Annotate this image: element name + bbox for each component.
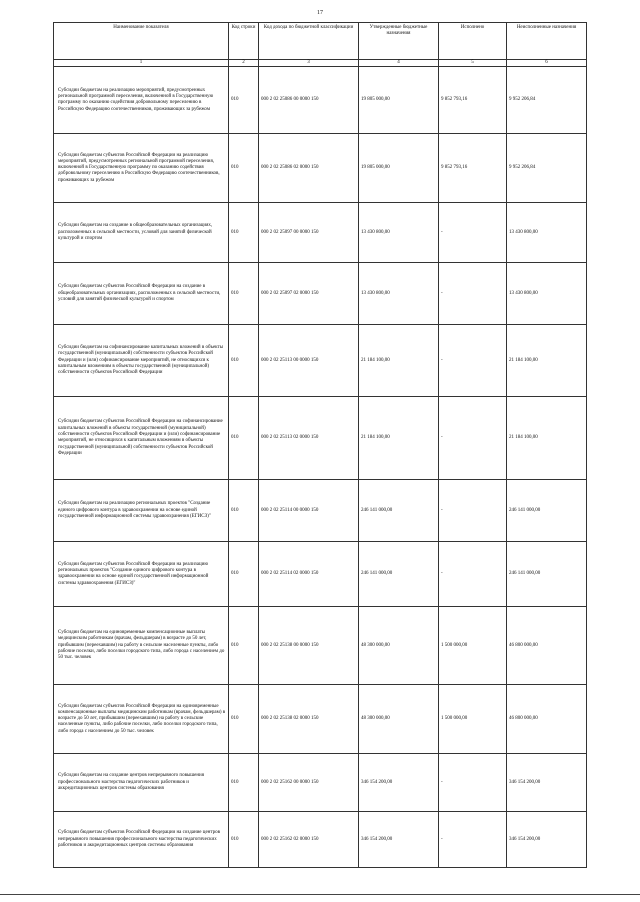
indicator-name: Субсидии бюджетам субъектов Российской Федерации на софинансирование капитальных вложений в объекты государственной (муниципальной) собственности субъектов Российской Федерации и (или) софинансирование мероприятий, не относящихся к капитальным вложениям в объекты государственной (муниципальной) собственности субъектов Российской Федерации — [54, 397, 229, 480]
unexecuted-amount: 246 141 000,00 — [507, 542, 587, 607]
unexecuted-amount: 346 154 200,00 — [507, 754, 587, 812]
approved-amount: 246 141 000,00 — [359, 542, 439, 607]
unexecuted-amount: 13 430 800,00 — [507, 263, 587, 325]
column-header-unexecuted: Неисполненные назначения — [507, 23, 587, 60]
unexecuted-amount: 13 430 800,00 — [507, 203, 587, 263]
approved-amount: 346 154 200,00 — [359, 754, 439, 812]
table-row — [54, 263, 587, 325]
table-header-row — [54, 23, 587, 60]
income-code: 000 2 02 25114 02 0000 150 — [259, 542, 359, 607]
approved-amount: 346 154 200,00 — [359, 812, 439, 868]
table-row — [54, 134, 587, 203]
unexecuted-amount: 46 800 000,00 — [507, 685, 587, 754]
column-number-row — [54, 60, 587, 67]
line-code: 010 — [229, 812, 259, 868]
executed-amount: - — [439, 397, 507, 480]
table-row — [54, 607, 587, 685]
executed-amount: - — [439, 263, 507, 325]
indicator-name: Субсидии бюджетам на создание в общеобразовательных организациях, расположенных в сельской местности, условий для занятий физической культурой и спортом — [54, 203, 229, 263]
unexecuted-amount: 9 952 206,84 — [507, 67, 587, 134]
column-number: 3 — [259, 60, 359, 67]
executed-amount: - — [439, 542, 507, 607]
income-code: 000 2 02 25097 02 0000 150 — [259, 263, 359, 325]
executed-amount: 1 500 000,00 — [439, 607, 507, 685]
approved-amount: 19 805 000,00 — [359, 67, 439, 134]
executed-amount: 9 852 793,16 — [439, 134, 507, 203]
income-code: 000 2 02 25162 00 0000 150 — [259, 754, 359, 812]
income-code: 000 2 02 25113 02 0000 150 — [259, 397, 359, 480]
indicator-name: Субсидии бюджетам субъектов Российской Федерации на создание центров непрерывного повышения профессионального мастерства педагогических работников и аккредитационных центров системы образования — [54, 812, 229, 868]
column-number: 5 — [439, 60, 507, 67]
executed-amount: 9 852 793,16 — [439, 67, 507, 134]
indicator-name: Субсидии бюджетам субъектов Российской Федерации на создание в общеобразовательных организациях, расположенных в сельской местности, условий для занятий физической культурой и спортом — [54, 263, 229, 325]
income-code: 000 2 02 25138 00 0000 150 — [259, 607, 359, 685]
unexecuted-amount: 46 800 000,00 — [507, 607, 587, 685]
approved-amount: 48 300 000,00 — [359, 685, 439, 754]
page-bottom-rule — [0, 894, 640, 895]
approved-amount: 21 184 100,00 — [359, 397, 439, 480]
income-code: 000 2 02 25086 02 0000 150 — [259, 134, 359, 203]
table-row — [54, 754, 587, 812]
executed-amount: 1 500 000,00 — [439, 685, 507, 754]
line-code: 010 — [229, 203, 259, 263]
indicator-name: Субсидии бюджетам субъектов Российской Федерации на реализацию мероприятий, предусмотренных региональной программой переселения, включенной в Государственную программу по оказанию содействия добровольному переселению в Российскую Федерацию соотечественников, проживающих за рубежом — [54, 134, 229, 203]
approved-amount: 246 141 000,00 — [359, 480, 439, 542]
approved-amount: 13 430 800,00 — [359, 263, 439, 325]
column-header-approved: Утвержденные бюджетные назначения — [359, 23, 439, 60]
indicator-name: Субсидии бюджетам субъектов Российской Федерации на реализацию региональных проектов "Создание единого цифрового контура в здравоохранении на основе единой государственной информационной системы здравоохранения (ЕГИСЗ)" — [54, 542, 229, 607]
column-number: 6 — [507, 60, 587, 67]
line-code: 010 — [229, 325, 259, 397]
income-code: 000 2 02 25162 02 0000 150 — [259, 812, 359, 868]
income-code: 000 2 02 25114 00 0000 150 — [259, 480, 359, 542]
column-number: 1 — [54, 60, 229, 67]
page-number: 17 — [317, 10, 323, 16]
income-code: 000 2 02 25138 02 0000 150 — [259, 685, 359, 754]
line-code: 010 — [229, 397, 259, 480]
unexecuted-amount: 246 141 000,00 — [507, 480, 587, 542]
executed-amount: - — [439, 754, 507, 812]
unexecuted-amount: 21 184 100,00 — [507, 397, 587, 480]
column-number: 2 — [229, 60, 259, 67]
table-row — [54, 203, 587, 263]
column-header-executed: Исполнено — [439, 23, 507, 60]
column-header-line-code: Код строки — [229, 23, 259, 60]
indicator-name: Субсидии бюджетам на единовременные компенсационные выплаты медицинским работникам (врачам, фельдшерам) в возрасте до 50 лет, прибывшим (переехавшим) на работу в сельские населенные пункты, либо рабочие поселки, либо поселки городского типа, либо города с населением до 50 тыс. человек — [54, 607, 229, 685]
table-row — [54, 397, 587, 480]
executed-amount: - — [439, 812, 507, 868]
unexecuted-amount: 9 952 206,84 — [507, 134, 587, 203]
unexecuted-amount: 346 154 200,00 — [507, 812, 587, 868]
table-row — [54, 480, 587, 542]
indicator-name: Субсидии бюджетам субъектов Российской Федерации на единовременные компенсационные выплаты медицинским работникам (врачам, фельдшерам) в возрасте до 50 лет, прибывшим (переехавшим) на работу в сельские населенные пункты, либо рабочие поселки, либо поселки городского типа, либо города с населением до 50 тыс. человек — [54, 685, 229, 754]
line-code: 010 — [229, 607, 259, 685]
column-header-income-code: Код дохода по бюджетной классификации — [259, 23, 359, 60]
line-code: 010 — [229, 67, 259, 134]
line-code: 010 — [229, 754, 259, 812]
table-row — [54, 325, 587, 397]
executed-amount: - — [439, 203, 507, 263]
indicator-name: Субсидии бюджетам на реализацию региональных проектов "Создание единого цифрового контура в здравоохранении на основе единой государственной информационной системы здравоохранения (ЕГИСЗ)" — [54, 480, 229, 542]
income-code: 000 2 02 25097 00 0000 150 — [259, 203, 359, 263]
indicator-name: Субсидии бюджетам на реализацию мероприятий, предусмотренных региональной программой переселения, включенной в Государственную программу по оказанию содействия добровольному переселению в Российскую Федерацию соотечественников, проживающих за рубежом — [54, 67, 229, 134]
approved-amount: 48 300 000,00 — [359, 607, 439, 685]
line-code: 010 — [229, 542, 259, 607]
line-code: 010 — [229, 134, 259, 203]
line-code: 010 — [229, 263, 259, 325]
executed-amount: - — [439, 480, 507, 542]
approved-amount: 19 805 000,00 — [359, 134, 439, 203]
executed-amount: - — [439, 325, 507, 397]
table-row — [54, 685, 587, 754]
table-row — [54, 812, 587, 868]
indicator-name: Субсидии бюджетам на софинансирование капитальных вложений в объекты государственной (муниципальной) собственности субъектов Российской Федерации и (или) софинансирование мероприятий, не относящихся к капитальным вложениям в объекты государственной (муниципальной) собственности субъектов Российской Федерации — [54, 325, 229, 397]
approved-amount: 21 184 100,00 — [359, 325, 439, 397]
approved-amount: 13 430 800,00 — [359, 203, 439, 263]
budget-execution-table — [53, 22, 587, 868]
table-row — [54, 67, 587, 134]
column-number: 4 — [359, 60, 439, 67]
income-code: 000 2 02 25086 00 0000 150 — [259, 67, 359, 134]
indicator-name: Субсидии бюджетам на создание центров непрерывного повышения профессионального мастерства педагогических работников и аккредитационных центров системы образования — [54, 754, 229, 812]
column-header-name: Наименование показателя — [54, 23, 229, 60]
unexecuted-amount: 21 184 100,00 — [507, 325, 587, 397]
table-row — [54, 542, 587, 607]
income-code: 000 2 02 25113 00 0000 150 — [259, 325, 359, 397]
line-code: 010 — [229, 685, 259, 754]
line-code: 010 — [229, 480, 259, 542]
